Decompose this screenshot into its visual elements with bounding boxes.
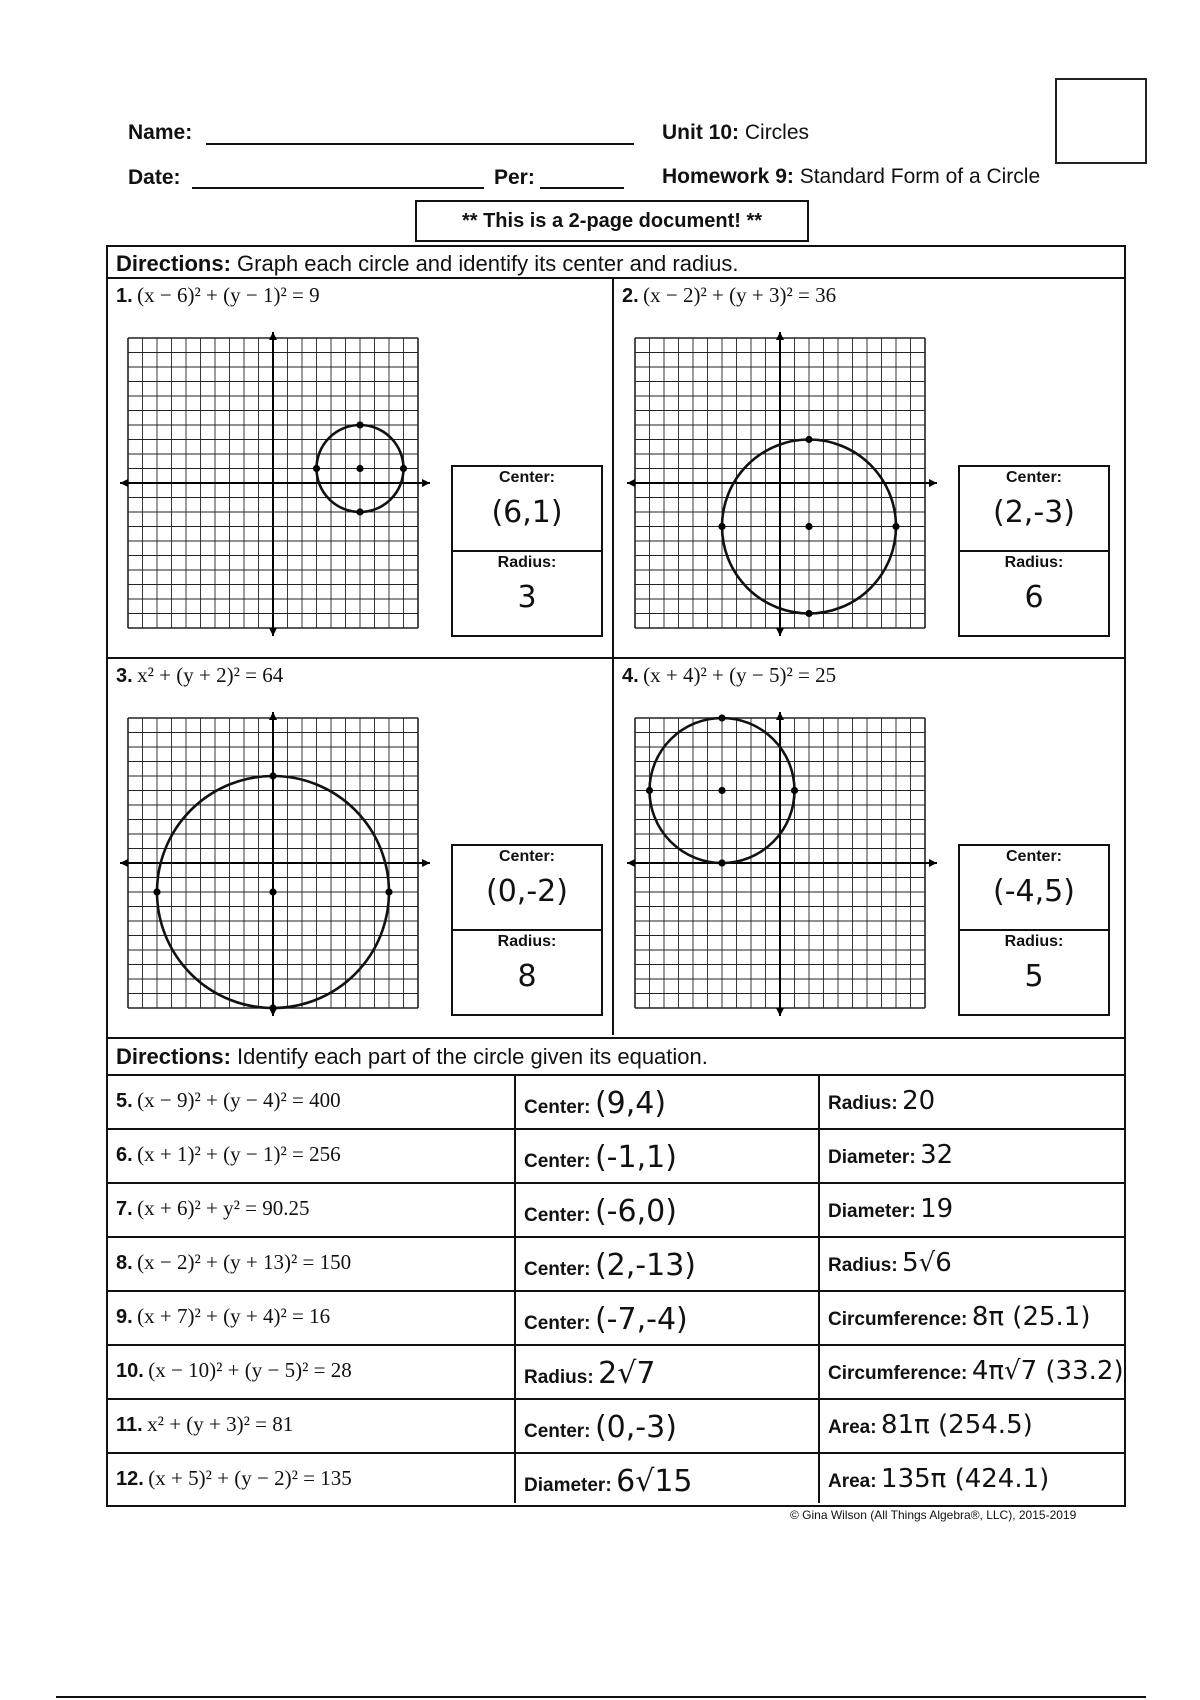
axis-arrow	[422, 479, 430, 487]
score-box[interactable]	[1055, 78, 1147, 164]
axis-arrow	[776, 1008, 784, 1016]
problem-6-equation: 6. (x + 1)² + (y − 1)² = 256	[116, 1142, 341, 1166]
axis-arrow	[422, 859, 430, 867]
homework-title: Homework 9: Standard Form of a Circle	[662, 165, 1041, 188]
answer-cell-1: Radius: 2√7	[524, 1356, 656, 1391]
handwritten-answer: 32	[920, 1140, 954, 1170]
two-page-banner: ** This is a 2-page document! **	[415, 200, 809, 242]
problem-8-equation: 8. (x − 2)² + (y + 13)² = 150	[116, 1250, 352, 1274]
problem-7-equation: 7. (x + 6)² + y² = 90.25	[116, 1196, 310, 1220]
answer-cell-1: Center: (0,-3)	[524, 1410, 677, 1445]
name-label: Name:	[128, 121, 193, 144]
handwritten-answer: 4π√7 (33.2)	[971, 1356, 1124, 1386]
axis-arrow	[120, 859, 128, 867]
problem-10-equation: 10. (x − 10)² + (y − 5)² = 28	[116, 1358, 352, 1382]
axis-arrow	[627, 859, 635, 867]
handwritten-answer: 8π (25.1)	[971, 1302, 1091, 1332]
axis-arrow	[776, 628, 784, 636]
circle-point	[153, 888, 160, 895]
axis-arrow	[120, 479, 128, 487]
radius-answer-2: 6	[1024, 580, 1044, 615]
center-answer-2: (2,-3)	[993, 495, 1075, 530]
circle-point	[646, 787, 653, 794]
circle-point	[385, 888, 392, 895]
center-answer-1: (6,1)	[491, 495, 563, 530]
center-point	[269, 888, 276, 895]
center-answer-4: (-4,5)	[993, 874, 1075, 909]
circle-point	[791, 787, 798, 794]
circle-point	[269, 1004, 276, 1011]
radius-box-4: Radius: 5	[958, 929, 1110, 1016]
answer-cell-1: Center: (2,-13)	[524, 1248, 696, 1283]
radius-box-3: Radius: 8	[451, 929, 603, 1016]
circle-point	[400, 465, 407, 472]
graph-4[interactable]	[623, 710, 943, 1020]
row-divider	[106, 1452, 1124, 1454]
radius-answer-4: 5	[1024, 959, 1044, 994]
unit-title: Unit 10: Circles	[662, 121, 810, 144]
axis-arrow	[776, 332, 784, 340]
center-point	[805, 523, 812, 530]
problem-2-equation: 2. (x − 2)² + (y + 3)² = 36	[622, 283, 837, 307]
handwritten-answer: (9,4)	[594, 1086, 667, 1121]
part1-directions: Directions: Graph each circle and identify its center and radius.	[116, 251, 739, 276]
radius-box-2: Radius: 6	[958, 550, 1110, 637]
axis-arrow	[776, 712, 784, 720]
axis-arrow	[269, 712, 277, 720]
row-divider	[106, 1344, 1124, 1346]
answer-cell-1: Center: (9,4)	[524, 1086, 667, 1121]
radius-box-1: Radius: 3	[451, 550, 603, 637]
date-label: Date:	[128, 166, 181, 189]
radius-answer-3: 8	[517, 959, 537, 994]
answer-cell-2: Diameter: 32	[828, 1140, 954, 1170]
circle-point	[356, 421, 363, 428]
center-answer-3: (0,-2)	[486, 874, 568, 909]
part2-directions: Directions: Identify each part of the circle given its equation.	[116, 1044, 708, 1069]
answer-cell-2: Area: 135π (424.1)	[828, 1464, 1050, 1494]
graph-row-divider	[106, 657, 1124, 659]
handwritten-answer: 5√6	[902, 1248, 952, 1278]
circle-point	[313, 465, 320, 472]
circle-point	[805, 610, 812, 617]
handwritten-answer: (-1,1)	[594, 1140, 677, 1175]
column-divider	[514, 1074, 516, 1503]
handwritten-answer: (-6,0)	[594, 1194, 677, 1229]
circle-point	[718, 523, 725, 530]
graph-1[interactable]	[116, 330, 436, 640]
axis-arrow	[929, 859, 937, 867]
problem-12-equation: 12. (x + 5)² + (y − 2)² = 135	[116, 1466, 352, 1490]
axis-arrow	[929, 479, 937, 487]
copyright-footer: © Gina Wilson (All Things Algebra®, LLC), 2015-2019	[790, 1508, 1077, 1522]
circle-point	[718, 714, 725, 721]
center-box-1: Center: (6,1)	[451, 465, 603, 552]
row-divider	[106, 1290, 1124, 1292]
answer-cell-1: Center: (-7,-4)	[524, 1302, 688, 1337]
answer-cell-2: Area: 81π (254.5)	[828, 1410, 1033, 1440]
answer-cell-2: Radius: 20	[828, 1086, 936, 1116]
date-field[interactable]	[192, 187, 484, 189]
answer-cell-1: Center: (-1,1)	[524, 1140, 677, 1175]
answer-cell-2: Radius: 5√6	[828, 1248, 952, 1278]
radius-answer-1: 3	[517, 580, 537, 615]
row-divider	[106, 1182, 1124, 1184]
graph-col-divider	[612, 277, 614, 1035]
circle-point	[269, 772, 276, 779]
center-box-4: Center: (-4,5)	[958, 844, 1110, 931]
period-field[interactable]	[540, 187, 624, 189]
directions-divider	[106, 277, 1124, 279]
per-label: Per:	[494, 166, 535, 189]
center-point	[356, 465, 363, 472]
axis-arrow	[269, 628, 277, 636]
handwritten-answer: 135π (424.1)	[881, 1464, 1050, 1494]
answer-cell-2: Diameter: 19	[828, 1194, 954, 1224]
handwritten-answer: 19	[920, 1194, 954, 1224]
answer-cell-2: Circumference: 8π (25.1)	[828, 1302, 1091, 1332]
problem-5-equation: 5. (x − 9)² + (y − 4)² = 400	[116, 1088, 341, 1112]
axis-arrow	[269, 332, 277, 340]
center-box-3: Center: (0,-2)	[451, 844, 603, 931]
graph-2[interactable]	[623, 330, 943, 640]
handwritten-answer: 81π (254.5)	[881, 1410, 1033, 1440]
name-field[interactable]	[206, 143, 634, 145]
circle-point	[892, 523, 899, 530]
problem-3-equation: 3. x² + (y + 2)² = 64	[116, 663, 284, 687]
handwritten-answer: 6√15	[616, 1464, 693, 1499]
row-divider	[106, 1398, 1124, 1400]
page-bottom-rule	[56, 1696, 1146, 1698]
column-divider	[818, 1074, 820, 1503]
answer-cell-1: Diameter: 6√15	[524, 1464, 693, 1499]
handwritten-answer: 2√7	[598, 1356, 656, 1391]
circle-point	[805, 436, 812, 443]
axis-arrow	[627, 479, 635, 487]
row-divider	[106, 1236, 1124, 1238]
problem-9-equation: 9. (x + 7)² + (y + 4)² = 16	[116, 1304, 331, 1328]
handwritten-answer: (2,-13)	[594, 1248, 696, 1283]
row-divider	[106, 1074, 1124, 1076]
center-box-2: Center: (2,-3)	[958, 465, 1110, 552]
circle-point	[356, 508, 363, 515]
answer-cell-2: Circumference: 4π√7 (33.2)	[828, 1356, 1124, 1386]
row-divider	[106, 1128, 1124, 1130]
problem-11-equation: 11. x² + (y + 3)² = 81	[116, 1412, 294, 1436]
graph-3[interactable]	[116, 710, 436, 1020]
problem-1-equation: 1. (x − 6)² + (y − 1)² = 9	[116, 283, 320, 307]
handwritten-answer: (0,-3)	[594, 1410, 677, 1445]
circle-point	[718, 859, 725, 866]
center-point	[718, 787, 725, 794]
handwritten-answer: (-7,-4)	[594, 1302, 688, 1337]
answer-cell-1: Center: (-6,0)	[524, 1194, 677, 1229]
problem-4-equation: 4. (x + 4)² + (y − 5)² = 25	[622, 663, 837, 687]
handwritten-answer: 20	[902, 1086, 936, 1116]
